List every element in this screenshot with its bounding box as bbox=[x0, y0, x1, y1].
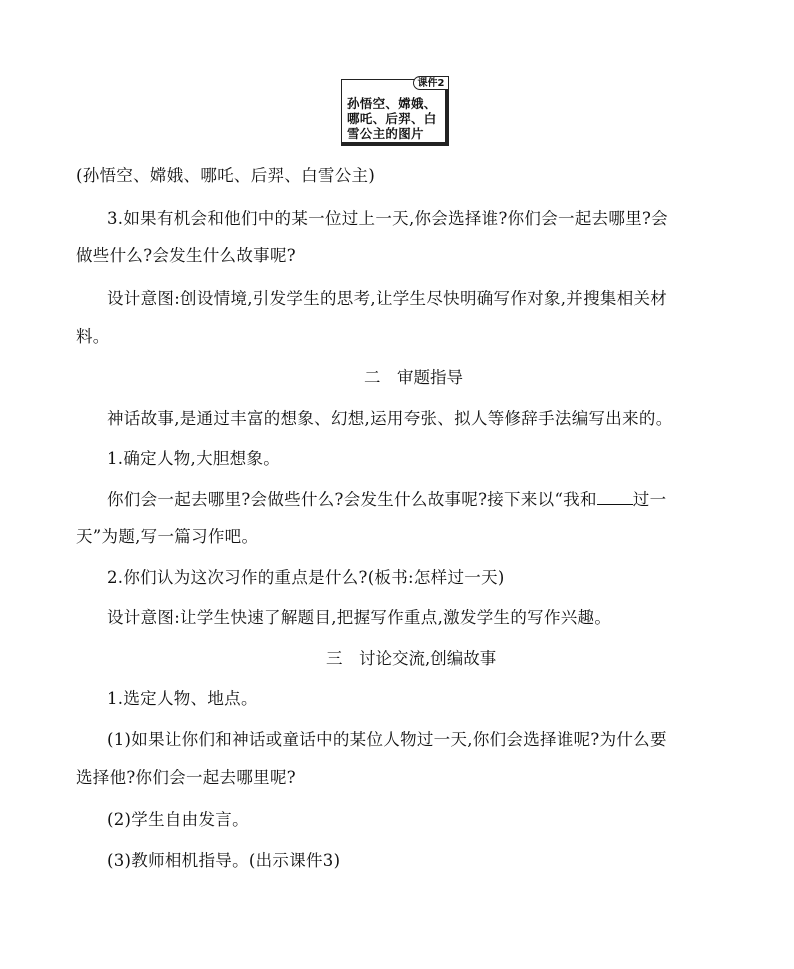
section2-title: 二 审题指导 bbox=[364, 368, 463, 387]
sub1-line2: 选择他?你们会一起去哪里呢? bbox=[76, 768, 296, 787]
fill-in-blank bbox=[597, 490, 633, 505]
writing-prompt-line2: 天”为题,写一篇习作吧。 bbox=[76, 527, 259, 546]
courseware-tab-label: 课件2 bbox=[413, 76, 449, 90]
item2-line: 2.你们认为这次习作的重点是什么?(板书:怎样过一天) bbox=[107, 568, 505, 587]
sub2-line: (2)学生自由发言。 bbox=[107, 810, 249, 829]
design-intent2-line: 设计意图:让学生快速了解题目,把握写作重点,激发学生的写作兴趣。 bbox=[107, 608, 612, 627]
design-intent1-line2: 料。 bbox=[76, 327, 110, 346]
characters-line: (孙悟空、嫦娥、哪吒、后羿、白雪公主) bbox=[76, 166, 376, 185]
item1-line: 1.确定人物,大胆想象。 bbox=[107, 449, 281, 468]
design-intent1-line1: 设计意图:创设情境,引发学生的思考,让学生尽快明确写作对象,并搜集相关材 bbox=[107, 289, 668, 308]
question3-line1: 3.如果有机会和他们中的某一位过上一天,你会选择谁?你们会一起去哪里?会 bbox=[107, 209, 668, 228]
question3-line2: 做些什么?会发生什么故事呢? bbox=[76, 246, 296, 265]
writing-prompt-line1 bbox=[107, 486, 666, 510]
section3-title: 三 讨论交流,创编故事 bbox=[326, 649, 497, 668]
sub3-line: (3)教师相机指导。(出示课件3) bbox=[107, 851, 341, 870]
sub1-line1: (1)如果让你们和神话或童话中的某位人物过一天,你们会选择谁呢?为什么要 bbox=[107, 730, 667, 749]
courseware-caption: 孙悟空、嫦娥、哪吒、后羿、白雪公主的图片 bbox=[347, 96, 437, 141]
writing-prompt-part-a: 你们会一起去哪里?会做些什么?会发生什么故事呢?接下来以“我和 bbox=[107, 490, 597, 509]
writing-prompt-part-b: 过一 bbox=[632, 490, 667, 509]
myth-definition-line: 神话故事,是通过丰富的想象、幻想,运用夸张、拟人等修辞手法编写出来的。 bbox=[107, 409, 673, 428]
item3-line: 1.选定人物、地点。 bbox=[107, 689, 258, 708]
courseware-card bbox=[341, 79, 449, 146]
